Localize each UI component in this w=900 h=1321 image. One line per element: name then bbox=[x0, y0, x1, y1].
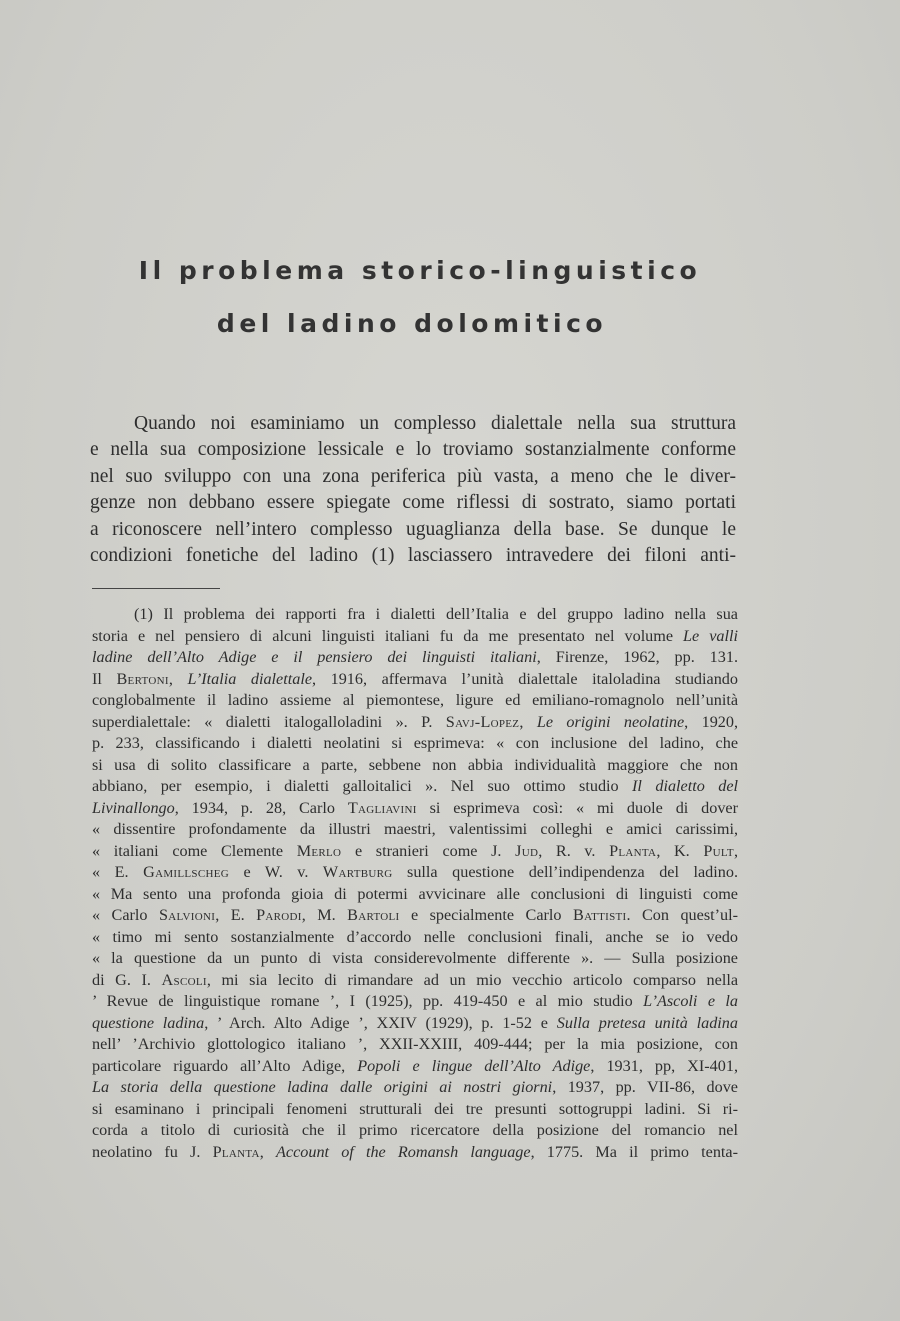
footnote-text-segment: Gamillscheg bbox=[143, 863, 229, 881]
footnote-text-segment: Planta bbox=[212, 1142, 260, 1161]
footnote-text-segment: , 1937, pp. VII-86, dove bbox=[552, 1078, 738, 1096]
footnote-text-segment: Merlo bbox=[296, 841, 342, 860]
footnote-text-segment: La storia della questione ladina dalle origini ai nostri giorni bbox=[92, 1078, 553, 1096]
footnote-text-segment: si esaminano i principali fenomeni strutturali dei tre presunti sottogruppi ladini. Si ri- bbox=[92, 1099, 738, 1118]
footnote-line bbox=[92, 841, 738, 863]
footnote-text-segment: , bbox=[733, 841, 738, 860]
footnote-text-segment: Planta bbox=[609, 841, 657, 860]
footnote-line bbox=[92, 626, 738, 648]
footnote-text-segment: si esprimeva così: « mi duole di dover bbox=[416, 798, 738, 817]
footnote-text-segment: , bbox=[259, 1142, 276, 1161]
footnote-line bbox=[92, 733, 738, 755]
footnote-text-segment: (1) Il problema dei rapporti fra i dialetti dell’Italia e del gruppo ladino nella sua bbox=[134, 605, 738, 623]
footnote-text-segment: « dissentire profondamente da illustri maestri, valentissimi colleghi e amici carissimi, bbox=[92, 820, 738, 838]
footnote-line bbox=[92, 991, 738, 1013]
footnote-text-segment: Le origini neolatine bbox=[536, 712, 685, 731]
footnote-text-segment: , 1775. Ma il primo tenta- bbox=[530, 1142, 738, 1161]
body-line: genze non debbano essere spiegate come riflessi di sostrato, siamo portati bbox=[90, 492, 736, 514]
footnote-text-segment: Bertoni bbox=[116, 669, 169, 688]
footnote-line bbox=[92, 927, 738, 949]
footnote-text-segment: Wartburg bbox=[322, 863, 393, 881]
footnote-line bbox=[92, 948, 738, 970]
footnote-text-segment: Savj-Lopez bbox=[445, 712, 520, 731]
footnote-line bbox=[92, 862, 738, 884]
footnote-line bbox=[92, 712, 738, 734]
footnote-text-segment: Le valli bbox=[683, 626, 738, 645]
footnote-text-segment: Parodi bbox=[256, 906, 302, 924]
footnote-text-segment: , 1931, pp, XI-401, bbox=[590, 1056, 738, 1075]
footnote-text-segment: Bartoli bbox=[347, 906, 400, 924]
footnote-line bbox=[92, 1077, 738, 1099]
footnote bbox=[92, 604, 738, 1163]
body-line: e nella sua composizione lessicale e lo troviamo sostanzialmente conforme bbox=[90, 439, 736, 461]
footnote-line bbox=[92, 776, 738, 798]
footnote-text-segment: e W. v. bbox=[228, 863, 323, 881]
footnote-text-segment: , 1934, p. 28, Carlo bbox=[174, 798, 348, 817]
footnote-text-segment: , 1916, affermava l’unità dialettale italoladina studiando bbox=[312, 669, 738, 688]
footnote-text-segment: Il dialetto del bbox=[632, 777, 738, 795]
footnote-text-segment: Tagliavini bbox=[347, 798, 417, 817]
footnote-line bbox=[92, 1120, 738, 1142]
footnote-line bbox=[92, 669, 738, 691]
footnote-line bbox=[92, 970, 738, 992]
footnote-line bbox=[92, 1099, 738, 1121]
footnote-line bbox=[92, 604, 738, 626]
footnote-line bbox=[92, 905, 738, 927]
footnote-text-segment: « Carlo bbox=[92, 906, 159, 924]
footnote-line bbox=[92, 1034, 738, 1056]
footnote-text-segment: Il bbox=[92, 669, 117, 688]
footnote-text-segment: , Firenze, 1962, pp. 131. bbox=[536, 648, 738, 666]
footnote-text-segment: L’Italia dialettale bbox=[187, 669, 312, 688]
footnote-text-segment: storia e nel pensiero di alcuni linguisti italiani fu da me presentato nel volume bbox=[92, 626, 684, 645]
body-line: Quando noi esaminiamo un complesso dialettale nella sua struttura bbox=[134, 413, 736, 434]
footnote-text-segment: di G. I. bbox=[92, 970, 162, 989]
body-line: nel suo sviluppo con una zona periferica più vasta, a meno che le diver- bbox=[90, 465, 736, 487]
footnote-text-segment: Pult bbox=[703, 841, 734, 860]
body-line: condizioni fonetiche del ladino (1) lasciassero intravedere dei filoni anti- bbox=[90, 545, 736, 567]
footnote-line bbox=[92, 819, 738, 841]
footnote-line bbox=[92, 798, 738, 820]
footnote-text-segment: , M. bbox=[301, 906, 348, 924]
footnote-text-segment: « timo mi sento sostanzialmente d’accordo nelle conclusioni finali, anche se io vedo bbox=[92, 927, 738, 946]
footnote-text-segment: p. 233, classificando i dialetti neolatini si esprimeva: « con inclusione del ladino, che bbox=[92, 734, 738, 752]
footnote-text-segment: Jud bbox=[515, 841, 539, 860]
footnote-text-segment: , K. bbox=[656, 841, 704, 860]
footnote-separator-rule bbox=[92, 588, 220, 589]
footnote-text-segment: , mi sia lecito di rimandare ad un mio vecchio articolo comparso nella bbox=[206, 970, 738, 989]
footnote-text-segment: , 1920, bbox=[684, 712, 738, 731]
footnote-line bbox=[92, 1142, 738, 1164]
footnote-text-segment: Salvioni bbox=[158, 906, 216, 924]
footnote-text-segment: Livinallongo bbox=[92, 798, 175, 817]
title-line-1: Il problema storico-linguistico bbox=[138, 256, 702, 285]
footnote-text-segment: e stranieri come J. bbox=[341, 841, 516, 860]
footnote-text-segment: e specialmente Carlo bbox=[399, 906, 573, 924]
main-paragraph bbox=[90, 411, 736, 569]
footnote-text-segment: corda a titolo di curiosità che il primo ricercatore della posizione del romancio nel bbox=[92, 1121, 738, 1139]
footnote-text-segment: L’Ascoli e la bbox=[643, 992, 738, 1010]
footnote-text-segment: , E. bbox=[215, 906, 257, 924]
footnote-line bbox=[92, 647, 738, 669]
footnote-text-segment: neolatino fu J. bbox=[92, 1142, 213, 1161]
footnote-text-segment: sulla questione dell’indipendenza del ladino. bbox=[392, 863, 738, 881]
footnote-text-segment: ladine dell’Alto Adige e il pensiero dei linguisti italiani bbox=[92, 648, 537, 666]
footnote-text-segment: Account of the Romansh language bbox=[276, 1142, 531, 1161]
footnote-line bbox=[92, 1056, 738, 1078]
footnote-text-segment: Sulla pretesa unità ladina bbox=[556, 1013, 738, 1032]
footnote-text-segment: superdialettale: « dialetti italogalloladini ». P. bbox=[92, 712, 446, 731]
footnote-text-segment: questione ladina bbox=[92, 1013, 205, 1032]
footnote-text-segment: conglobalmente il ladino assieme al piemontese, ligure ed emiliano-romagnolo nell’unità bbox=[92, 691, 738, 709]
footnote-text-segment: , bbox=[519, 712, 537, 731]
footnote-line bbox=[92, 1013, 738, 1035]
footnote-line bbox=[92, 884, 738, 906]
footnote-text-segment: , ’ Arch. Alto Adige ’, XXIV (1929), p. 1-52 e bbox=[204, 1013, 557, 1032]
footnote-text-segment: « la questione da un punto di vista considerevolmente differente ». — Sulla posizione bbox=[92, 949, 738, 967]
footnote-text-segment: si usa di solito classificare a parte, sebbene non abbia individualità maggiore che non bbox=[92, 755, 738, 774]
footnote-text-segment: nell’ ’Archivio glottologico italiano ’, XXII-XXIII, 409-444; per la mia posizione, con bbox=[92, 1035, 738, 1053]
footnote-text-segment: Battisti bbox=[572, 906, 627, 924]
footnote-text-segment: , R. v. bbox=[538, 841, 610, 860]
footnote-text-segment: « Ma sento una profonda gioia di potermi avvicinare alle conclusioni di linguisti come bbox=[92, 884, 738, 903]
footnote-text-segment: abbiano, per esempio, i dialetti galloitalici ». Nel suo ottimo studio bbox=[92, 777, 633, 795]
footnote-text-segment: , bbox=[168, 669, 188, 688]
footnote-text-segment: particolare riguardo all’Alto Adige, bbox=[92, 1056, 358, 1075]
footnote-text-segment: ’ Revue de linguistique romane ’, I (1925), pp. 419-450 e al mio studio bbox=[92, 992, 644, 1010]
footnote-text-segment: « E. bbox=[92, 863, 144, 881]
footnote-line bbox=[92, 690, 738, 712]
footnote-text-segment: « italiani come Clemente bbox=[92, 841, 297, 860]
footnote-text-segment: Ascoli bbox=[161, 970, 207, 989]
title-line-2: del ladino dolomitico bbox=[216, 309, 608, 338]
footnote-text-segment: . Con quest’ul- bbox=[626, 906, 738, 924]
footnote-text-segment: Popoli e lingue dell’Alto Adige bbox=[357, 1056, 591, 1075]
body-line: a riconoscere nell’intero complesso uguaglianza della base. Se dunque le bbox=[90, 518, 736, 540]
footnote-line bbox=[92, 755, 738, 777]
